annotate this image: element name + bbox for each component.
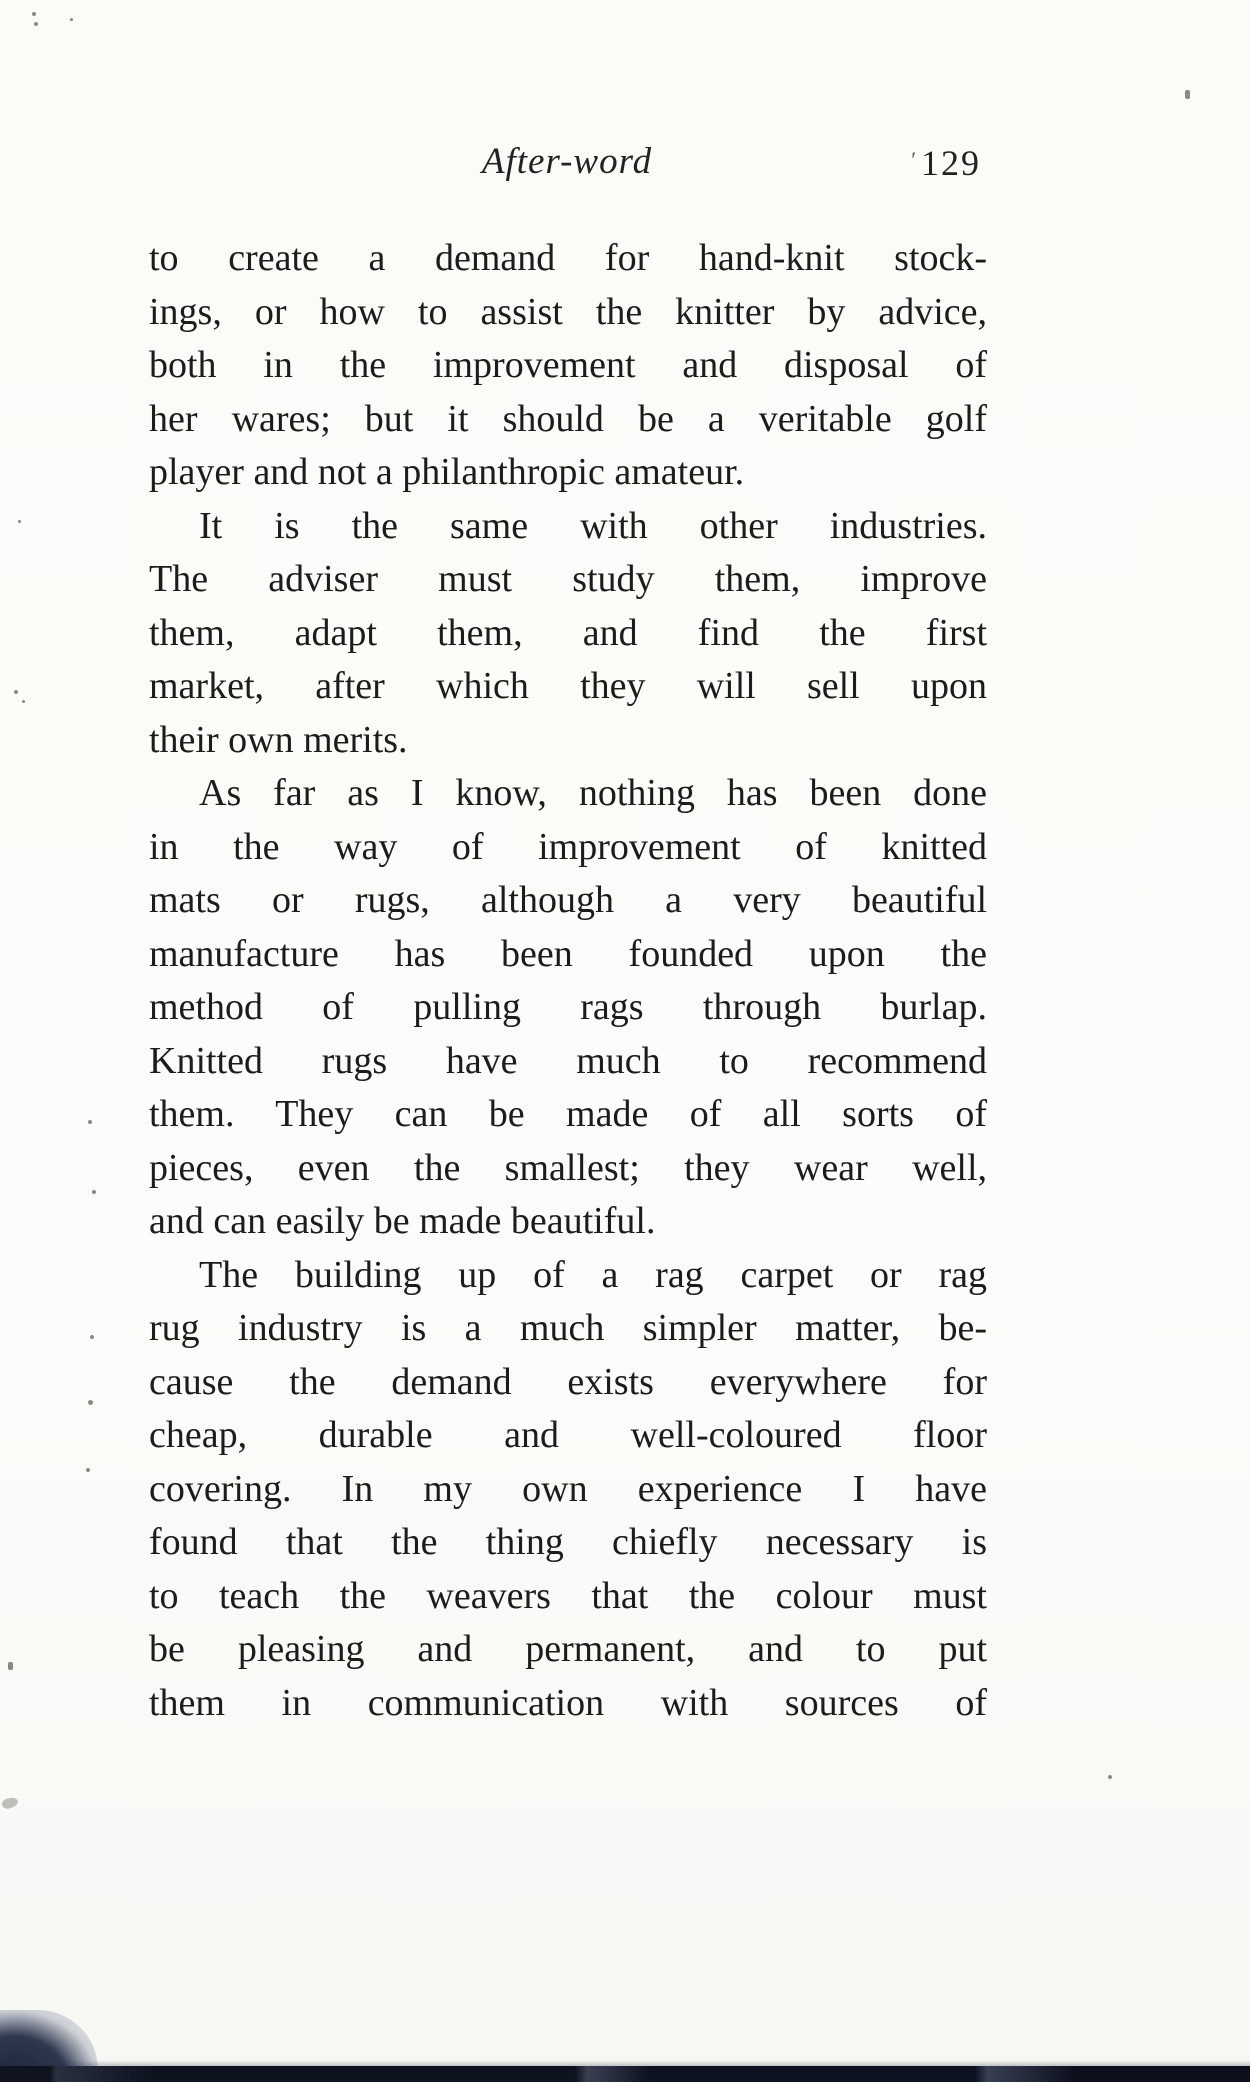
text-line: both in the improvement and disposal of [149, 344, 987, 386]
text-line: rug industry is a much simpler matter, be- [149, 1307, 987, 1349]
scan-speckle [8, 1662, 13, 1670]
text-line: and can easily be made beautiful. [149, 1200, 656, 1242]
scan-speckle [88, 1120, 92, 1124]
scan-speckle [92, 1190, 96, 1194]
text-line: player and not a philanthropic amateur. [149, 451, 745, 493]
text-line: them, adapt them, and find the first [149, 611, 987, 654]
scan-speckle [70, 18, 73, 21]
text-line: pieces, even the smallest; they wear well, [149, 1146, 987, 1189]
scan-smudge [1, 1796, 19, 1811]
text-line: As far as I know, nothing has been done [199, 772, 987, 814]
text-line: method of pulling rags through burlap. [149, 986, 987, 1028]
paragraph [149, 232, 987, 500]
text-line: to create a demand for hand-knit stock- [149, 237, 987, 279]
text-block [149, 232, 987, 1730]
text-line: cause the demand exists everywhere for [149, 1360, 987, 1403]
paragraph [149, 500, 987, 768]
text-line: to teach the weavers that the colour must [149, 1574, 987, 1617]
text-line: market, after which they will sell upon [149, 665, 987, 707]
text-line: them in communication with sources of [149, 1681, 987, 1724]
text-line: The building up of a rag carpet or rag [199, 1253, 987, 1296]
scan-speckle [22, 700, 25, 703]
text-line: covering. In my own experience I have [149, 1467, 987, 1510]
text-line: manufacture has been founded upon the [149, 932, 987, 975]
scan-speckle [18, 520, 21, 523]
text-line: The adviser must study them, improve [149, 558, 987, 600]
text-line: in the way of improvement of knitted [149, 825, 987, 868]
running-header-title: After-word [481, 141, 653, 182]
scan-bottom-edge [0, 2066, 1250, 2082]
scan-speckle [88, 1400, 93, 1405]
text-line: them. They can be made of all sorts of [149, 1093, 987, 1135]
scan-speckle [34, 22, 38, 26]
scan-speckle [32, 12, 36, 16]
text-line: be pleasing and permanent, and to put [149, 1628, 987, 1670]
scan-speckle [1185, 90, 1190, 99]
page-number: ′ 129 [914, 142, 981, 184]
text-line: Knitted rugs have much to recommend [149, 1039, 987, 1082]
paragraph [149, 767, 987, 1249]
scan-speckle [14, 690, 18, 694]
text-line: their own merits. [149, 718, 408, 761]
scan-speckle [90, 1335, 94, 1339]
scan-speckle [86, 1468, 90, 1472]
running-header [149, 140, 985, 190]
text-line: ings, or how to assist the knitter by advice, [149, 290, 987, 333]
paragraph [149, 1249, 987, 1731]
text-line: mats or rugs, although a very beautiful [149, 879, 987, 921]
text-line: cheap, durable and well-coloured floor [149, 1414, 987, 1456]
text-line: her wares; but it should be a veritable golf [149, 397, 987, 440]
text-line: It is the same with other industries. [199, 504, 987, 547]
scan-speckle [1108, 1775, 1112, 1779]
text-line: found that the thing chiefly necessary is [149, 1521, 987, 1563]
